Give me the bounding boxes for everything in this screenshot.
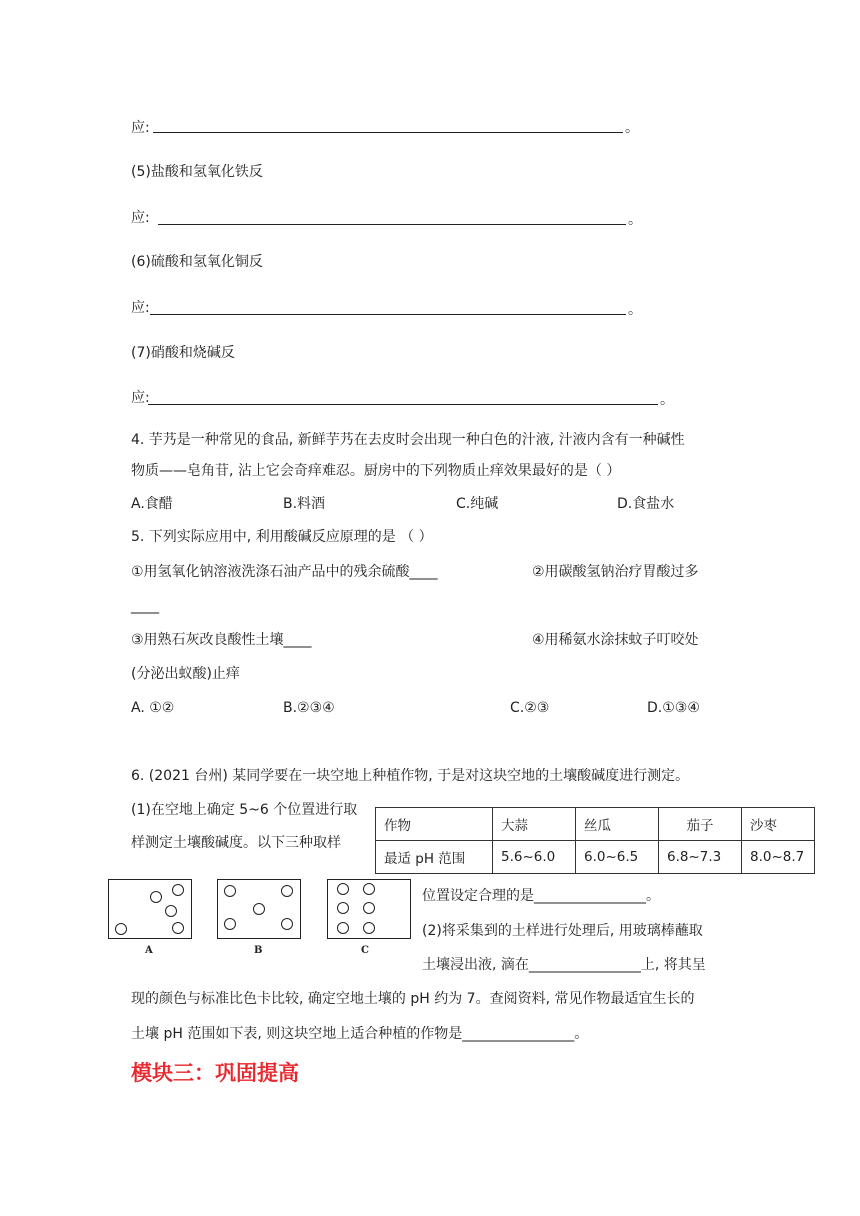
sample-point — [172, 884, 184, 896]
sample-point — [363, 922, 375, 934]
q6-stem: 6. (2021 台州) 某同学要在一块空地上种植作物, 于是对这块空地的土壤酸碱度进行测定。 — [131, 768, 690, 784]
module-title: 模块三：巩固提高 — [131, 1061, 299, 1085]
sample-point — [165, 905, 177, 917]
q6-p1-line2: 样测定土壤酸碱度。以下三种取样 — [131, 835, 341, 851]
table-header-loofah: 丝瓜 — [576, 808, 659, 841]
sample-point — [337, 883, 349, 895]
table-row — [376, 808, 815, 841]
sample-point — [281, 918, 293, 930]
q5-item2: ②用碳酸氢钠治疗胃酸过多 — [532, 564, 699, 580]
table-cell-eggplant: 6.8~7.3 — [659, 841, 742, 874]
r4-tail — [131, 118, 150, 138]
sample-diagram-a — [108, 879, 192, 939]
sample-point — [363, 883, 375, 895]
sample-point — [172, 922, 184, 934]
r7-tail: 应: — [131, 390, 150, 406]
q4-option-b[interactable]: B.料酒 — [283, 496, 326, 512]
table-row — [376, 841, 815, 874]
r7-head: (7)硝酸和烧碱反 — [131, 345, 235, 361]
r4-answer-blank[interactable] — [153, 114, 623, 133]
sample-diagram-b — [217, 879, 301, 939]
r5-head: (5)盐酸和氢氧化铁反 — [131, 164, 263, 180]
q6-p2-line4: 土壤 pH 范围如下表, 则这块空地上适合种植的作物是________________。 — [131, 1026, 589, 1042]
sample-point — [337, 902, 349, 914]
q5-option-d[interactable]: D.①③④ — [647, 700, 700, 716]
sample-label-c: C — [361, 945, 369, 956]
table-header-eggplant: 茄子 — [659, 808, 742, 841]
sample-point — [337, 922, 349, 934]
r6-tail: 应: — [131, 300, 150, 316]
r5-period: 。 — [628, 212, 642, 228]
q5-option-c[interactable]: C.②③ — [510, 700, 550, 716]
sample-point — [224, 885, 236, 897]
table-header-oleaster: 沙枣 — [742, 808, 815, 841]
sample-point — [224, 918, 236, 930]
r6-head: (6)硫酸和氢氧化铜反 — [131, 254, 263, 270]
table-header-garlic: 大蒜 — [493, 808, 576, 841]
table-cell-loofah: 6.0~6.5 — [576, 841, 659, 874]
r5-answer-blank[interactable] — [158, 206, 626, 225]
table-cell-label: 最适 pH 范围 — [376, 841, 493, 874]
crop-ph-table — [375, 807, 815, 874]
r6-period: 。 — [628, 302, 642, 318]
sample-point — [363, 902, 375, 914]
sample-point — [253, 903, 265, 915]
q6-p2-line3: 现的颜色与标准比色卡比较, 确定空地土壤的 pH 约为 7。查阅资料, 常见作物最适宜生长的 — [131, 991, 695, 1007]
q4-option-c[interactable]: C.纯碱 — [456, 496, 499, 512]
q5-item4: ④用稀氨水涂抹蚊子叮咬处 — [532, 632, 699, 648]
q6-p1-line1: (1)在空地上确定 5~6 个位置进行取 — [131, 802, 358, 818]
r4-tail-text: 应: — [131, 120, 150, 136]
q5-item4-cont: (分泌出蚁酸)止痒 — [131, 666, 240, 682]
q5-option-b[interactable]: B.②③④ — [283, 700, 335, 716]
r7-answer-blank[interactable] — [148, 386, 658, 405]
sample-point — [150, 891, 162, 903]
r4-period: 。 — [625, 120, 639, 136]
r5-tail: 应: — [131, 210, 150, 226]
table-cell-oleaster: 8.0~8.7 — [742, 841, 815, 874]
q5-item3: ③用熟石灰改良酸性土壤____ — [131, 632, 312, 648]
q6-p1-line3: 位置设定合理的是________________。 — [422, 888, 660, 904]
table-header-crop: 作物 — [376, 808, 493, 841]
table-cell-garlic: 5.6~6.0 — [493, 841, 576, 874]
sample-diagram-c — [327, 879, 411, 939]
q6-p2-line1: (2)将采集到的土样进行处理后, 用玻璃棒蘸取 — [422, 923, 703, 939]
q4-option-a[interactable]: A.食醋 — [131, 496, 173, 512]
sample-point — [115, 923, 127, 935]
sample-point — [281, 885, 293, 897]
sample-label-b: B — [254, 945, 263, 956]
q4-line2: 物质——皂角苷, 沾上它会奇痒难忍。厨房中的下列物质止痒效果最好的是（ ） — [131, 463, 621, 479]
q5-option-a[interactable]: A. ①② — [131, 700, 175, 716]
q5-item2-cont: ____ — [131, 598, 159, 614]
sample-label-a: A — [145, 945, 153, 956]
q5-stem: 5. 下列实际应用中, 利用酸碱反应原理的是 （ ） — [131, 529, 433, 545]
r7-period: 。 — [660, 392, 674, 408]
q6-p2-line2: 土壤浸出液, 滴在________________上, 将其呈 — [422, 957, 706, 973]
q5-item1: ①用氢氧化钠溶液洗涤石油产品中的残余硫酸____ — [131, 564, 438, 580]
q4-option-d[interactable]: D.食盐水 — [617, 496, 675, 512]
r6-answer-blank[interactable] — [150, 296, 626, 315]
q4-line1: 4. 芋艿是一种常见的食品, 新鲜芋艿在去皮时会出现一种白色的汁液, 汁液内含有一种碱性 — [131, 432, 685, 448]
